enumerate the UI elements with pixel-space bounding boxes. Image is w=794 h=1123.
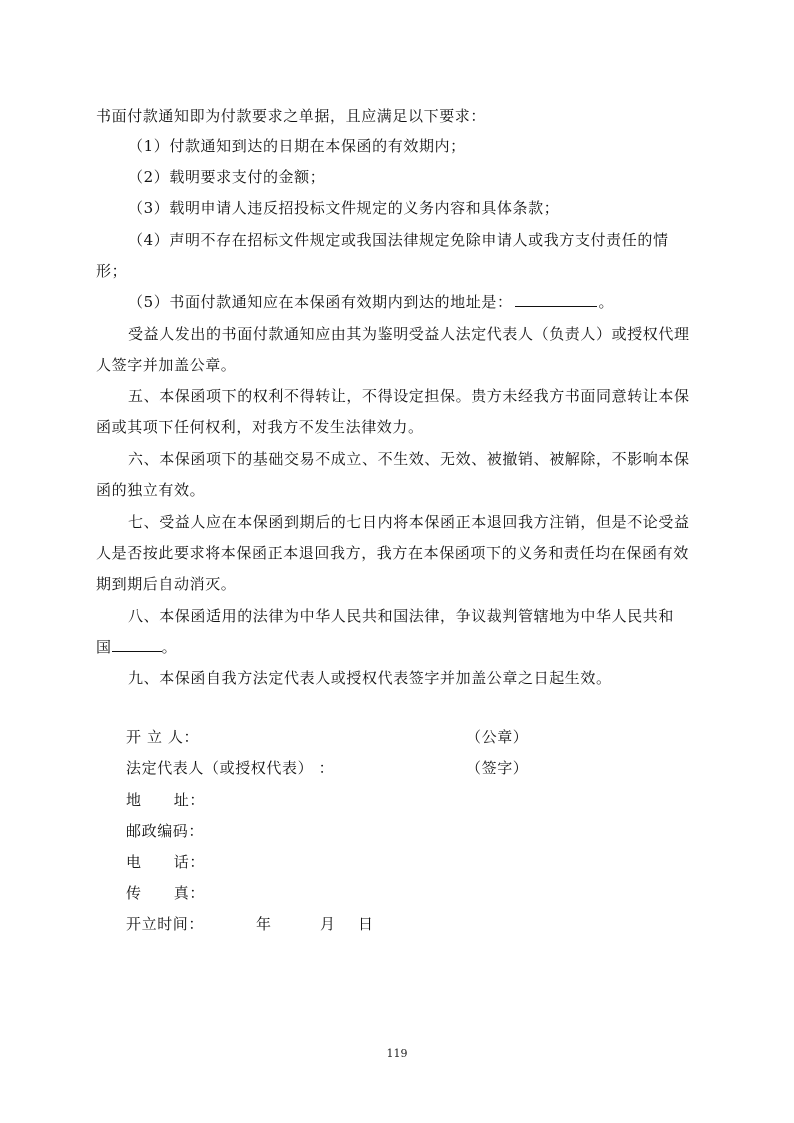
- clause-8-line-2: [96, 631, 702, 663]
- phone-label: 电 话：: [126, 853, 206, 871]
- requirement-2: （2）载明要求支付的金额；: [128, 168, 326, 186]
- day-label: 日: [358, 915, 374, 933]
- clause-6-line-1: 六、本保函项下的基础交易不成立、不生效、无效、被撤销、被解除，不影响本保: [128, 450, 690, 468]
- clause-7-line-2: 人是否按此要求将本保函正本退回我方，我方在本保函项下的义务和责任均在保函有效: [96, 544, 689, 562]
- clause-6-line-2: 函的独立有效。: [96, 481, 206, 499]
- clause-8-country-text: 国: [96, 638, 112, 656]
- page-number: 119: [386, 1047, 408, 1060]
- clause-7-line-3: 期到期后自动消灭。: [96, 575, 237, 593]
- requirement-5-text: （5）书面付款通知应在本保函有效期内到达的地址是：: [128, 293, 513, 311]
- clause-8-period: 。: [161, 638, 178, 656]
- requirement-5-period: 。: [598, 293, 615, 311]
- requirement-1: （1）付款通知到达的日期在本保函的有效期内；: [128, 137, 466, 155]
- clause-9: 九、本保函自我方法定代表人或授权代表签字并加盖公章之日起生效。: [128, 669, 612, 687]
- address-label: 地 址：: [126, 791, 206, 809]
- address-blank: [515, 290, 597, 307]
- clause-8-line-1: 八、本保函适用的法律为中华人民共和国法律，争议裁判管辖地为中华人民共和: [128, 607, 675, 625]
- seal-clause-line-2: 人签字并加盖公章。: [96, 356, 237, 374]
- seal-clause-line-1: 受益人发出的书面付款通知应由其为鉴明受益人法定代表人（负责人）或授权代理: [128, 325, 690, 343]
- requirement-3: （3）载明申请人违反招投标文件规定的义务内容和具体条款；: [128, 199, 560, 217]
- issue-date-label: 开立时间：: [126, 915, 205, 933]
- seal-label: （公章）: [466, 728, 529, 746]
- payment-notice-intro: 书面付款通知即为付款要求之单据，且应满足以下要求：: [96, 107, 487, 125]
- postcode-label: 邮政编码：: [126, 822, 205, 840]
- clause-5-line-2: 函或其项下任何权利，对我方不发生法律效力。: [96, 418, 424, 436]
- fax-label: 传 真：: [126, 884, 206, 902]
- legal-representative-label: 法定代表人（或授权代表） ：: [126, 759, 335, 777]
- requirement-4-line-2: 形；: [96, 262, 128, 280]
- issuer-label: 开 立 人：: [126, 728, 200, 746]
- signature-label: （签字）: [466, 759, 529, 777]
- requirement-4-line-1: （4）声明不存在招标文件规定或我国法律规定免除申请人或我方支付责任的情: [128, 231, 669, 249]
- jurisdiction-blank: [112, 635, 162, 652]
- requirement-5: [128, 286, 702, 318]
- clause-5-line-1: 五、本保函项下的权利不得转让，不得设定担保。贵方未经我方书面同意转让本保: [128, 387, 690, 405]
- month-label: 月: [320, 915, 336, 933]
- clause-7-line-1: 七、受益人应在本保函到期后的七日内将本保函正本退回我方注销，但是不论受益: [128, 513, 690, 531]
- year-label: 年: [256, 915, 272, 933]
